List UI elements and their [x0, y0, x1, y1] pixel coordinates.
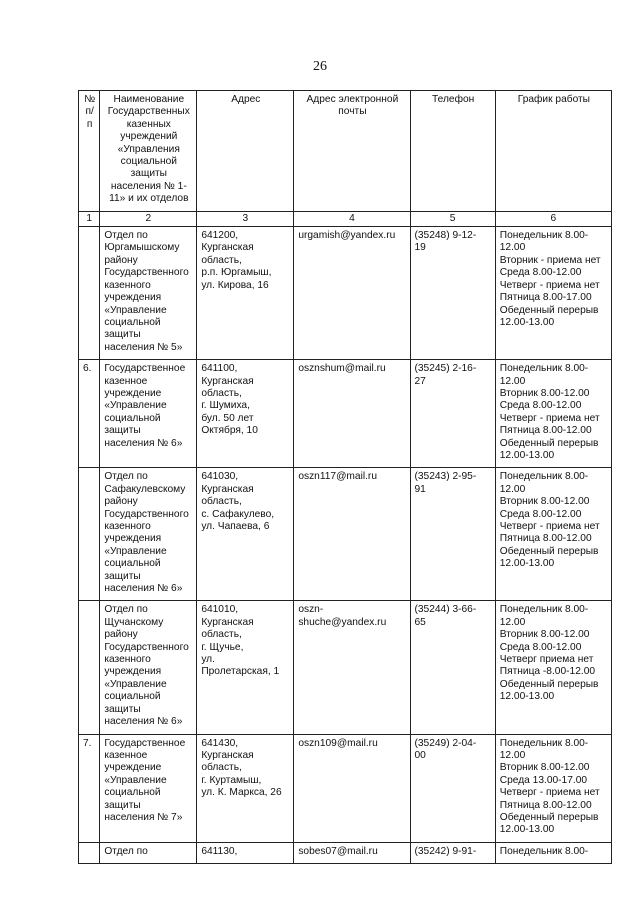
page-number: 26 [313, 59, 327, 74]
institution-phone: (35243) 2-95- 91 [410, 468, 495, 601]
institutions-table [78, 90, 612, 864]
institution-name: Государственное казенное учреждение «Управление социальной защиты населения № 7» [100, 734, 197, 842]
institution-email: osznshum@mail.ru [294, 360, 410, 468]
table-row [79, 468, 612, 601]
institution-email: sobes07@mail.ru [294, 842, 410, 863]
institution-address: 641430, Курганская область, г. Куртамыш, ул. К. Маркса, 26 [197, 734, 294, 842]
institution-phone: (35242) 9-91- [410, 842, 495, 863]
header-row [79, 91, 612, 212]
institution-name: Отдел по Щучанскому району Государственного казенного учреждения «Управление социальной защиты населения № 6» [100, 601, 197, 734]
institution-phone: (35245) 2-16- 27 [410, 360, 495, 468]
table-row [79, 360, 612, 468]
table-row [79, 227, 612, 360]
column-number: 1 [79, 211, 100, 226]
header-address: Адрес [197, 91, 294, 212]
header-phone: Телефон [410, 91, 495, 212]
institution-name: Отдел по [100, 842, 197, 863]
row-number: 7. [79, 734, 100, 842]
row-number [79, 468, 100, 601]
institution-address: 641200, Курганская область, р.п. Юргамыш, ул. Кирова, 16 [197, 227, 294, 360]
row-number [79, 227, 100, 360]
institution-address: 641030, Курганская область, с. Сафакулево, ул. Чапаева, 6 [197, 468, 294, 601]
column-number: 5 [410, 211, 495, 226]
institution-email: oszn109@mail.ru [294, 734, 410, 842]
row-number [79, 601, 100, 734]
institution-phone: (35244) 3-66- 65 [410, 601, 495, 734]
institution-phone: (35249) 2-04- 00 [410, 734, 495, 842]
institution-email: oszn- shuche@yandex.ru [294, 601, 410, 734]
institution-schedule: Понедельник 8.00- [495, 842, 611, 863]
header-schedule: График работы [495, 91, 611, 212]
column-number: 6 [495, 211, 611, 226]
institution-schedule: Понедельник 8.00- 12.00 Вторник - приема нет Среда 8.00-12.00 Четверг - приема нет Пятница 8.00-17.00 Обеденный перерыв 12.00-13.00 [495, 227, 611, 360]
table-row [79, 842, 612, 863]
institution-name: Отдел по Юргамышскому району Государственного казенного учреждения «Управление социальной защиты населения № 5» [100, 227, 197, 360]
column-number: 4 [294, 211, 410, 226]
institution-email: urgamish@yandex.ru [294, 227, 410, 360]
institution-schedule: Понедельник 8.00- 12.00 Вторник 8.00-12.00 Среда 8.00-12.00 Четверг приема нет Пятница -8.00-12.00 Обеденный перерыв 12.00-13.00 [495, 601, 611, 734]
institution-phone: (35248) 9-12- 19 [410, 227, 495, 360]
institution-schedule: Понедельник 8.00- 12.00 Вторник 8.00-12.00 Среда 8.00-12.00 Четверг - приема нет Пятница 8.00-12.00 Обеденный перерыв 12.00-13.00 [495, 360, 611, 468]
institution-email: oszn117@mail.ru [294, 468, 410, 601]
institution-address: 641010, Курганская область, г. Щучье, ул. Пролетарская, 1 [197, 601, 294, 734]
institution-name: Государственное казенное учреждение «Управление социальной защиты населения № 6» [100, 360, 197, 468]
institution-schedule: Понедельник 8.00- 12.00 Вторник 8.00-12.00 Среда 13.00-17.00 Четверг - приема нет Пятница 8.00-12.00 Обеденный перерыв 12.00-13.00 [495, 734, 611, 842]
header-email: Адрес электронной почты [294, 91, 410, 212]
column-number-row [79, 211, 612, 226]
institution-address: 641130, [197, 842, 294, 863]
institution-name: Отдел по Сафакулевскому району Государственного казенного учреждения «Управление социальной защиты населения № 6» [100, 468, 197, 601]
row-number [79, 842, 100, 863]
row-number: 6. [79, 360, 100, 468]
header-name: Наименование Государственных казенных учреждений «Управления социальной защиты населения № 1- 11» и их отделов [100, 91, 197, 212]
column-number: 2 [100, 211, 197, 226]
institution-address: 641100, Курганская область, г. Шумиха, бул. 50 лет Октября, 10 [197, 360, 294, 468]
header-number: № п/п [79, 91, 100, 212]
table-row [79, 601, 612, 734]
column-number: 3 [197, 211, 294, 226]
table-row [79, 734, 612, 842]
institution-schedule: Понедельник 8.00- 12.00 Вторник 8.00-12.00 Среда 8.00-12.00 Четверг - приема нет Пятница 8.00-12.00 Обеденный перерыв 12.00-13.00 [495, 468, 611, 601]
